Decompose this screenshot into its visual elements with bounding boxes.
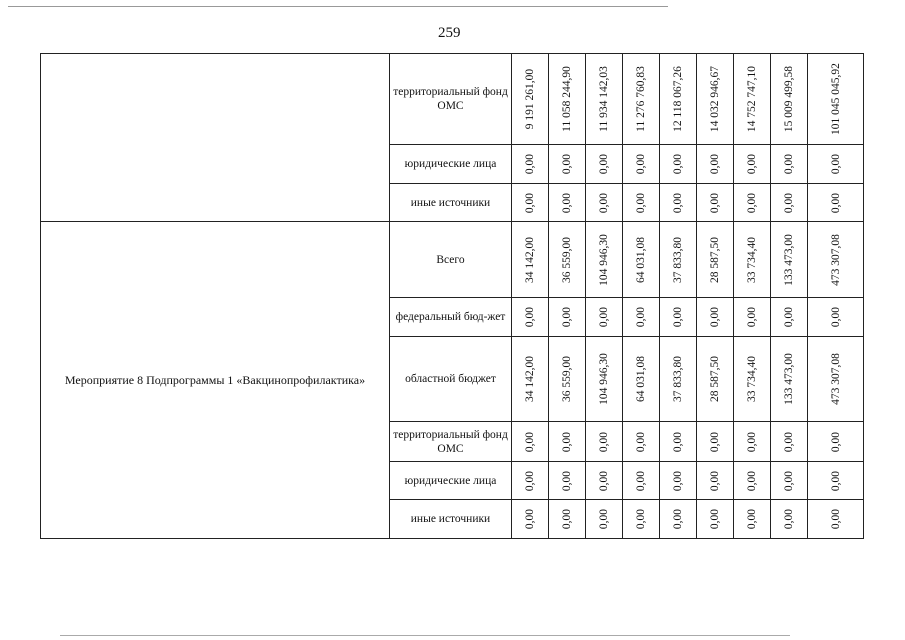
total-value-cell	[808, 500, 864, 539]
value-text: 0,00	[829, 508, 842, 530]
year-value-cell	[697, 222, 734, 298]
value-text: 0,00	[524, 508, 536, 530]
value-text: 34 142,00	[524, 356, 536, 402]
year-value-cell	[512, 462, 549, 500]
year-value-cell	[697, 54, 734, 145]
value-text: 28 587,50	[709, 356, 721, 402]
value-text: 0,00	[598, 306, 610, 328]
year-value-cell	[771, 298, 808, 337]
value-text: 0,00	[635, 431, 647, 452]
value-text: 33 734,40	[746, 236, 758, 283]
year-value-cell	[586, 184, 623, 222]
value-text: 36 559,00	[561, 236, 573, 283]
table-row	[41, 222, 864, 298]
year-value-cell	[771, 500, 808, 539]
value-text: 0,00	[783, 431, 795, 452]
year-value-cell	[586, 337, 623, 422]
value-text: 0,00	[598, 192, 610, 213]
value-text: 0,00	[635, 306, 647, 328]
year-value-cell	[623, 422, 660, 462]
value-text: 0,00	[783, 470, 795, 491]
value-text: 0,00	[598, 508, 610, 530]
year-value-cell	[734, 222, 771, 298]
year-value-cell	[771, 422, 808, 462]
value-text: 0,00	[709, 153, 721, 175]
value-text: 0,00	[561, 153, 573, 175]
value-text: 0,00	[746, 508, 758, 530]
page-number: 259	[438, 25, 461, 41]
value-text: 473 307,08	[829, 353, 842, 405]
funding-source-cell: иные источники	[390, 184, 512, 222]
year-value-cell	[771, 222, 808, 298]
value-text: 0,00	[524, 306, 536, 328]
funding-source-cell: федеральный бюд-жет	[390, 298, 512, 337]
value-text: 0,00	[783, 306, 795, 328]
value-text: 0,00	[524, 153, 536, 175]
value-text: 0,00	[598, 153, 610, 175]
year-value-cell	[623, 184, 660, 222]
value-text: 0,00	[829, 431, 842, 452]
value-text: 133 473,00	[783, 233, 795, 286]
value-text: 0,00	[783, 508, 795, 530]
year-value-cell	[660, 222, 697, 298]
year-value-cell	[623, 222, 660, 298]
year-value-cell	[734, 298, 771, 337]
year-value-cell	[586, 145, 623, 184]
value-text: 0,00	[829, 153, 842, 175]
value-text: 14 752 747,10	[746, 65, 758, 133]
year-value-cell	[549, 500, 586, 539]
value-text: 28 587,50	[709, 236, 721, 283]
year-value-cell	[660, 54, 697, 145]
year-value-cell	[623, 54, 660, 145]
year-value-cell	[549, 54, 586, 145]
value-text: 11 058 244,90	[561, 66, 573, 132]
year-value-cell	[697, 462, 734, 500]
year-value-cell	[660, 184, 697, 222]
year-value-cell	[771, 54, 808, 145]
table-body	[41, 54, 864, 539]
year-value-cell	[512, 298, 549, 337]
year-value-cell	[623, 145, 660, 184]
value-text: 0,00	[635, 192, 647, 213]
year-value-cell	[697, 422, 734, 462]
year-value-cell	[697, 298, 734, 337]
value-text: 0,00	[561, 470, 573, 491]
value-text: 0,00	[635, 153, 647, 175]
value-text: 12 118 067,26	[672, 66, 684, 132]
total-value-cell	[808, 337, 864, 422]
year-value-cell	[512, 422, 549, 462]
year-value-cell	[512, 54, 549, 145]
value-text: 64 031,08	[635, 356, 647, 402]
year-value-cell	[623, 462, 660, 500]
total-value-cell	[808, 222, 864, 298]
year-value-cell	[586, 298, 623, 337]
value-text: 0,00	[524, 431, 536, 452]
year-value-cell	[734, 145, 771, 184]
year-value-cell	[549, 337, 586, 422]
value-text: 473 307,08	[829, 233, 842, 286]
value-text: 0,00	[746, 470, 758, 491]
value-text: 0,00	[746, 431, 758, 452]
value-text: 104 946,30	[598, 233, 610, 286]
year-value-cell	[586, 222, 623, 298]
value-text: 0,00	[635, 508, 647, 530]
year-value-cell	[660, 298, 697, 337]
value-text: 0,00	[598, 470, 610, 491]
total-value-cell	[808, 462, 864, 500]
value-text: 11 934 142,03	[598, 66, 610, 132]
year-value-cell	[623, 298, 660, 337]
funding-source-cell: юридические лица	[390, 145, 512, 184]
funding-source-cell: территориальный фонд ОМС	[390, 54, 512, 145]
value-text: 0,00	[783, 192, 795, 213]
value-text: 15 009 499,58	[783, 65, 795, 133]
year-value-cell	[734, 54, 771, 145]
value-text: 0,00	[524, 192, 536, 213]
year-value-cell	[771, 337, 808, 422]
year-value-cell	[660, 462, 697, 500]
total-value-cell	[808, 298, 864, 337]
value-text: 0,00	[672, 431, 684, 452]
value-text: 0,00	[746, 153, 758, 175]
total-value-cell	[808, 54, 864, 145]
total-value-cell	[808, 145, 864, 184]
value-text: 0,00	[561, 431, 573, 452]
value-text: 0,00	[709, 508, 721, 530]
year-value-cell	[660, 145, 697, 184]
value-text: 0,00	[829, 470, 842, 491]
value-text: 0,00	[672, 153, 684, 175]
value-text: 0,00	[709, 470, 721, 491]
value-text: 133 473,00	[783, 353, 795, 405]
value-text: 11 276 760,83	[635, 66, 647, 132]
year-value-cell	[660, 500, 697, 539]
year-value-cell	[549, 298, 586, 337]
value-text: 0,00	[672, 508, 684, 530]
funding-source-cell: юридические лица	[390, 462, 512, 500]
year-value-cell	[512, 222, 549, 298]
value-text: 0,00	[524, 470, 536, 491]
value-text: 0,00	[746, 192, 758, 213]
funding-source-cell: иные источники	[390, 500, 512, 539]
year-value-cell	[734, 337, 771, 422]
value-text: 0,00	[829, 192, 842, 213]
funding-table	[40, 53, 864, 539]
year-value-cell	[697, 500, 734, 539]
funding-source-cell: областной бюджет	[390, 337, 512, 422]
year-value-cell	[586, 500, 623, 539]
value-text: 9 191 261,00	[524, 68, 536, 130]
value-text: 0,00	[783, 153, 795, 175]
year-value-cell	[512, 184, 549, 222]
year-value-cell	[512, 145, 549, 184]
year-value-cell	[734, 462, 771, 500]
year-value-cell	[586, 422, 623, 462]
year-value-cell	[512, 500, 549, 539]
year-value-cell	[734, 500, 771, 539]
value-text: 0,00	[561, 192, 573, 213]
year-value-cell	[771, 145, 808, 184]
total-value-cell	[808, 422, 864, 462]
value-text: 37 833,80	[672, 236, 684, 283]
value-text: 0,00	[598, 431, 610, 452]
year-value-cell	[697, 337, 734, 422]
year-value-cell	[660, 337, 697, 422]
funding-source-cell: территориальный фонд ОМС	[390, 422, 512, 462]
header-rule	[8, 6, 668, 7]
year-value-cell	[549, 145, 586, 184]
total-value-cell	[808, 184, 864, 222]
value-text: 0,00	[672, 192, 684, 213]
year-value-cell	[549, 422, 586, 462]
funding-source-cell: Всего	[390, 222, 512, 298]
value-text: 36 559,00	[561, 356, 573, 402]
year-value-cell	[660, 422, 697, 462]
footer-rule	[60, 635, 790, 636]
value-text: 0,00	[635, 470, 647, 491]
year-value-cell	[771, 462, 808, 500]
year-value-cell	[512, 337, 549, 422]
year-value-cell	[734, 184, 771, 222]
year-value-cell	[697, 184, 734, 222]
year-value-cell	[623, 337, 660, 422]
value-text: 37 833,80	[672, 356, 684, 402]
value-text: 14 032 946,67	[709, 65, 721, 133]
value-text: 0,00	[561, 306, 573, 328]
year-value-cell	[586, 462, 623, 500]
value-text: 0,00	[829, 306, 842, 328]
year-value-cell	[549, 222, 586, 298]
value-text: 0,00	[709, 306, 721, 328]
year-value-cell	[549, 462, 586, 500]
value-text: 33 734,40	[746, 356, 758, 402]
value-text: 34 142,00	[524, 236, 536, 283]
table-row	[41, 54, 864, 145]
value-text: 0,00	[672, 470, 684, 491]
year-value-cell	[623, 500, 660, 539]
year-value-cell	[697, 145, 734, 184]
year-value-cell	[771, 184, 808, 222]
value-text: 0,00	[709, 431, 721, 452]
event-name-cell	[41, 54, 390, 222]
year-value-cell	[549, 184, 586, 222]
value-text: 0,00	[672, 306, 684, 328]
value-text: 104 946,30	[598, 353, 610, 405]
year-value-cell	[586, 54, 623, 145]
event-name-cell: Мероприятие 8 Подпрограммы 1 «Вакцинопрофилактика»	[41, 222, 390, 539]
value-text: 0,00	[561, 508, 573, 530]
value-text: 64 031,08	[635, 236, 647, 283]
year-value-cell	[734, 422, 771, 462]
value-text: 0,00	[746, 306, 758, 328]
value-text: 101 045 045,92	[829, 63, 842, 135]
value-text: 0,00	[709, 192, 721, 213]
